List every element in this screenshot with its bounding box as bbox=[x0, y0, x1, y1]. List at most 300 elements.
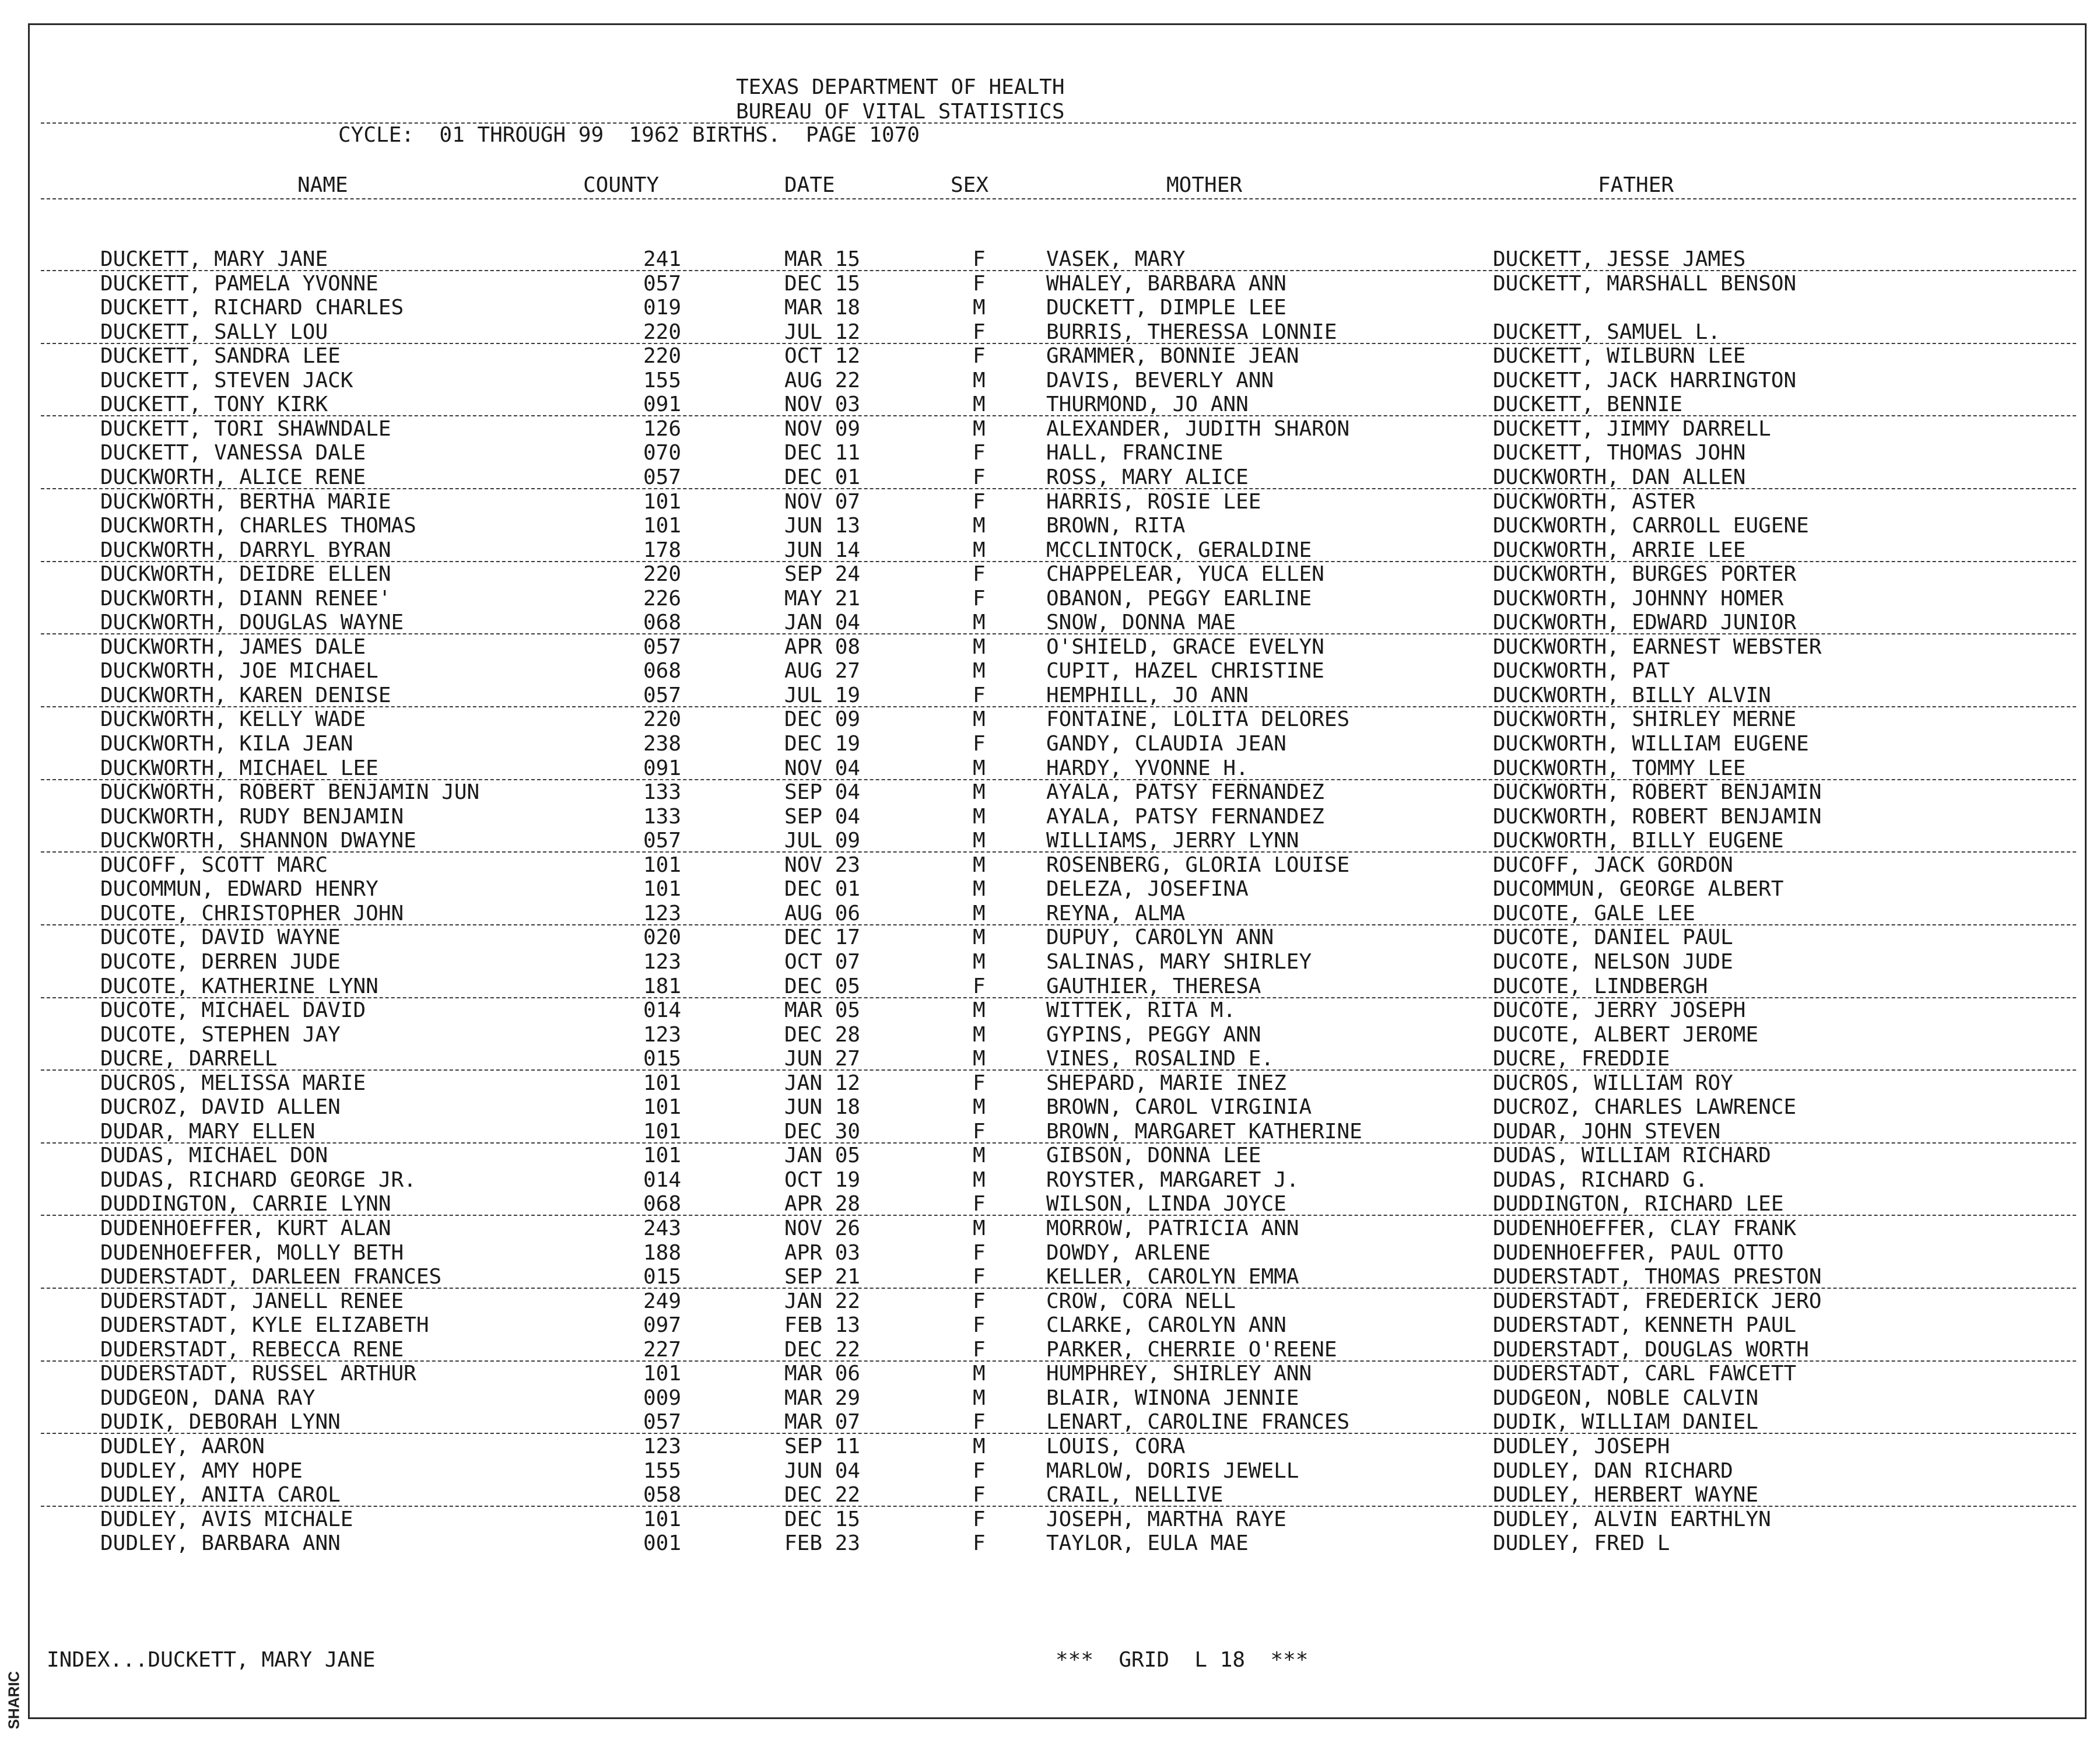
cell-sex: M bbox=[973, 1216, 986, 1240]
cell-father: DUCKWORTH, CARROLL EUGENE bbox=[1493, 514, 1809, 538]
cell-name: DUCKETT, TORI SHAWNDALE bbox=[100, 416, 391, 441]
cell-name: DUCOTE, DAVID WAYNE bbox=[100, 925, 341, 950]
table-row bbox=[0, 999, 2100, 1023]
cell-sex: M bbox=[973, 368, 986, 392]
column-header-sex: SEX bbox=[951, 173, 989, 197]
footer-index: INDEX...DUCKETT, MARY JANE bbox=[47, 1648, 376, 1672]
cell-sex: F bbox=[973, 1458, 986, 1483]
cell-father: DUDERSTADT, THOMAS PRESTON bbox=[1493, 1265, 1822, 1289]
cell-father: DUCKWORTH, ROBERT BENJAMIN bbox=[1493, 804, 1822, 829]
cell-father: DUCOTE, DANIEL PAUL bbox=[1493, 925, 1733, 950]
cell-county: 220 bbox=[643, 562, 681, 587]
cell-name: DUCKWORTH, JAMES DALE bbox=[100, 634, 366, 659]
cell-father: DUDERSTADT, KENNETH PAUL bbox=[1493, 1313, 1797, 1338]
cell-county: 133 bbox=[643, 780, 681, 805]
cell-date: AUG 22 bbox=[784, 368, 861, 392]
cell-sex: M bbox=[973, 925, 986, 950]
table-row bbox=[0, 490, 2100, 514]
cell-father: DUCKWORTH, BILLY EUGENE bbox=[1493, 829, 1784, 853]
table-row bbox=[0, 829, 2100, 853]
cell-date: DEC 28 bbox=[784, 1022, 861, 1047]
cell-mother: MCCLINTOCK, GERALDINE bbox=[1046, 538, 1312, 562]
cell-name: DUCKETT, STEVEN JACK bbox=[100, 368, 353, 392]
table-row bbox=[0, 781, 2100, 805]
cell-county: 220 bbox=[643, 707, 681, 732]
cell-sex: M bbox=[973, 804, 986, 829]
cell-sex: M bbox=[973, 538, 986, 562]
cell-name: DUDAS, MICHAEL DON bbox=[100, 1144, 328, 1168]
cell-father: DUDAR, JOHN STEVEN bbox=[1493, 1119, 1721, 1144]
cell-county: 057 bbox=[643, 683, 681, 707]
cell-county: 123 bbox=[643, 1022, 681, 1047]
cell-mother: GAUTHIER, THERESA bbox=[1046, 974, 1261, 998]
cell-county: 178 bbox=[643, 538, 681, 562]
cell-date: JUN 14 bbox=[784, 538, 861, 562]
cell-county: 101 bbox=[643, 489, 681, 514]
cell-name: DUCKETT, VANESSA DALE bbox=[100, 441, 366, 465]
cell-sex: F bbox=[973, 586, 986, 611]
cell-mother: VINES, ROSALIND E. bbox=[1046, 1047, 1274, 1071]
table-row bbox=[0, 587, 2100, 611]
cell-sex: M bbox=[973, 416, 986, 441]
cell-mother: HARDY, YVONNE H. bbox=[1046, 756, 1249, 780]
cell-sex: M bbox=[973, 877, 986, 902]
cell-mother: DUCKETT, DIMPLE LEE bbox=[1046, 296, 1286, 320]
cell-father: DUCKWORTH, ARRIE LEE bbox=[1493, 538, 1746, 562]
cell-father: DUCKETT, BENNIE bbox=[1493, 392, 1683, 417]
cell-father: DUDAS, RICHARD G. bbox=[1493, 1167, 1708, 1192]
cell-sex: M bbox=[973, 707, 986, 732]
cell-name: DUCKETT, SANDRA LEE bbox=[100, 344, 341, 369]
cell-sex: F bbox=[973, 465, 986, 489]
cell-mother: HUMPHREY, SHIRLEY ANN bbox=[1046, 1362, 1312, 1386]
table-row bbox=[0, 1193, 2100, 1216]
cell-mother: DUPUY, CAROLYN ANN bbox=[1046, 925, 1274, 950]
cell-sex: M bbox=[973, 998, 986, 1023]
cell-father: DUDLEY, JOSEPH bbox=[1493, 1434, 1670, 1458]
cell-sex: M bbox=[973, 1022, 986, 1047]
cell-sex: M bbox=[973, 1434, 986, 1458]
table-row bbox=[0, 1120, 2100, 1144]
cell-date: MAR 29 bbox=[784, 1386, 861, 1410]
cell-name: DUCKWORTH, ALICE RENE bbox=[100, 465, 366, 489]
cell-county: 009 bbox=[643, 1386, 681, 1410]
cell-sex: M bbox=[973, 1362, 986, 1386]
cell-date: FEB 23 bbox=[784, 1531, 861, 1556]
cell-sex: M bbox=[973, 514, 986, 538]
cell-mother: CLARKE, CAROLYN ANN bbox=[1046, 1313, 1286, 1338]
cell-date: JAN 12 bbox=[784, 1071, 861, 1095]
cell-sex: M bbox=[973, 1095, 986, 1120]
cell-mother: JOSEPH, MARTHA RAYE bbox=[1046, 1507, 1286, 1531]
cell-county: 097 bbox=[643, 1313, 681, 1338]
table-row bbox=[0, 1265, 2100, 1289]
table-row bbox=[0, 393, 2100, 417]
footer-grid: *** GRID L 18 *** bbox=[1056, 1648, 1309, 1672]
cell-mother: HALL, FRANCINE bbox=[1046, 441, 1223, 465]
cell-date: DEC 15 bbox=[784, 271, 861, 296]
cell-date: JUN 13 bbox=[784, 514, 861, 538]
cell-sex: M bbox=[973, 659, 986, 683]
cell-sex: F bbox=[973, 489, 986, 514]
cell-county: 058 bbox=[643, 1483, 681, 1507]
cell-father: DUDLEY, FRED L bbox=[1493, 1531, 1670, 1556]
cell-date: SEP 04 bbox=[784, 780, 861, 805]
cell-date: JAN 22 bbox=[784, 1289, 861, 1313]
cell-mother: WITTEK, RITA M. bbox=[1046, 998, 1236, 1023]
cell-mother: KELLER, CAROLYN EMMA bbox=[1046, 1265, 1299, 1289]
cell-mother: SALINAS, MARY SHIRLEY bbox=[1046, 949, 1312, 974]
table-row bbox=[0, 805, 2100, 829]
cell-county: 188 bbox=[643, 1240, 681, 1265]
cell-mother: BROWN, MARGARET KATHERINE bbox=[1046, 1119, 1362, 1144]
cell-sex: F bbox=[973, 1531, 986, 1556]
cell-name: DUCKWORTH, JOE MICHAEL bbox=[100, 659, 378, 683]
table-row bbox=[0, 926, 2100, 950]
cell-name: DUDAS, RICHARD GEORGE JR. bbox=[100, 1167, 416, 1192]
cell-county: 057 bbox=[643, 634, 681, 659]
table-row bbox=[0, 539, 2100, 563]
cell-father: DUCKWORTH, PAT bbox=[1493, 659, 1670, 683]
cell-name: DUCKETT, SALLY LOU bbox=[100, 320, 328, 344]
cell-mother: SNOW, DONNA MAE bbox=[1046, 611, 1236, 635]
cell-father: DUCKWORTH, ROBERT BENJAMIN bbox=[1493, 780, 1822, 805]
cell-name: DUCOMMUN, EDWARD HENRY bbox=[100, 877, 378, 902]
cell-name: DUDERSTADT, KYLE ELIZABETH bbox=[100, 1313, 429, 1338]
cell-name: DUDLEY, AARON bbox=[100, 1434, 265, 1458]
cell-county: 123 bbox=[643, 901, 681, 925]
cell-mother: BLAIR, WINONA JENNIE bbox=[1046, 1386, 1299, 1410]
cell-father: DUCKETT, WILBURN LEE bbox=[1493, 344, 1746, 369]
cell-mother: WILLIAMS, JERRY LYNN bbox=[1046, 829, 1299, 853]
cell-father: DUCKETT, JACK HARRINGTON bbox=[1493, 368, 1797, 392]
cell-name: DUDERSTADT, JANELL RENEE bbox=[100, 1289, 404, 1313]
cell-sex: M bbox=[973, 780, 986, 805]
cell-sex: F bbox=[973, 1337, 986, 1362]
cell-county: 155 bbox=[643, 1458, 681, 1483]
table-row bbox=[0, 1460, 2100, 1484]
cell-father: DUDENHOEFFER, CLAY FRANK bbox=[1493, 1216, 1797, 1240]
cell-date: JUL 09 bbox=[784, 829, 861, 853]
cell-county: 226 bbox=[643, 586, 681, 611]
cell-date: OCT 07 bbox=[784, 949, 861, 974]
cell-mother: MORROW, PATRICIA ANN bbox=[1046, 1216, 1299, 1240]
cell-mother: BROWN, CAROL VIRGINIA bbox=[1046, 1095, 1312, 1120]
table-row bbox=[0, 1435, 2100, 1459]
cell-date: DEC 19 bbox=[784, 732, 861, 756]
column-header-name: NAME bbox=[297, 173, 348, 197]
cell-name: DUCKWORTH, DOUGLAS WAYNE bbox=[100, 611, 404, 635]
cell-name: DUCKWORTH, DIANN RENEE' bbox=[100, 586, 391, 611]
cell-mother: CUPIT, HAZEL CHRISTINE bbox=[1046, 659, 1324, 683]
cell-name: DUDIK, DEBORAH LYNN bbox=[100, 1410, 341, 1435]
cell-county: 227 bbox=[643, 1337, 681, 1362]
cell-sex: M bbox=[973, 1386, 986, 1410]
cell-date: NOV 07 bbox=[784, 489, 861, 514]
cell-date: AUG 06 bbox=[784, 901, 861, 925]
cell-father: DUCOTE, ALBERT JEROME bbox=[1493, 1022, 1759, 1047]
cell-father: DUDERSTADT, FREDERICK JERO bbox=[1493, 1289, 1822, 1313]
cell-sex: F bbox=[973, 1240, 986, 1265]
cell-county: 057 bbox=[643, 829, 681, 853]
table-row bbox=[0, 369, 2100, 393]
cell-county: 068 bbox=[643, 659, 681, 683]
cell-name: DUCKETT, PAMELA YVONNE bbox=[100, 271, 378, 296]
cell-name: DUDAR, MARY ELLEN bbox=[100, 1119, 315, 1144]
cell-mother: WILSON, LINDA JOYCE bbox=[1046, 1192, 1286, 1216]
row-group-rule bbox=[41, 270, 2076, 271]
column-header-mother: MOTHER bbox=[1166, 173, 1243, 197]
cell-mother: VASEK, MARY bbox=[1046, 247, 1186, 271]
cell-date: FEB 13 bbox=[784, 1313, 861, 1338]
cell-date: APR 28 bbox=[784, 1192, 861, 1216]
cell-county: 101 bbox=[643, 1095, 681, 1120]
table-row bbox=[0, 1047, 2100, 1071]
cell-sex: M bbox=[973, 1047, 986, 1071]
table-row bbox=[0, 296, 2100, 320]
cell-county: 091 bbox=[643, 392, 681, 417]
cell-date: NOV 09 bbox=[784, 416, 861, 441]
cell-father: DUCRE, FREDDIE bbox=[1493, 1047, 1670, 1071]
cell-county: 126 bbox=[643, 416, 681, 441]
table-row bbox=[0, 1144, 2100, 1168]
cell-mother: ROYSTER, MARGARET J. bbox=[1046, 1167, 1299, 1192]
cell-mother: CRAIL, NELLIVE bbox=[1046, 1483, 1223, 1507]
cell-date: DEC 09 bbox=[784, 707, 861, 732]
cell-county: 101 bbox=[643, 1071, 681, 1095]
cell-county: 091 bbox=[643, 756, 681, 780]
cell-name: DUDGEON, DANA RAY bbox=[100, 1386, 315, 1410]
cell-name: DUCOTE, STEPHEN JAY bbox=[100, 1022, 341, 1047]
row-group-rule bbox=[41, 1069, 2076, 1071]
cell-father: DUDLEY, HERBERT WAYNE bbox=[1493, 1483, 1759, 1507]
cell-mother: GIBSON, DONNA LEE bbox=[1046, 1144, 1261, 1168]
cell-sex: M bbox=[973, 1167, 986, 1192]
cell-county: 101 bbox=[643, 1507, 681, 1531]
cell-name: DUDLEY, ANITA CAROL bbox=[100, 1483, 341, 1507]
table-row bbox=[0, 878, 2100, 902]
cell-date: JUN 18 bbox=[784, 1095, 861, 1120]
table-row bbox=[0, 1217, 2100, 1241]
cell-father: DUCKWORTH, ASTER bbox=[1493, 489, 1695, 514]
cell-father: DUCKWORTH, SHIRLEY MERNE bbox=[1493, 707, 1797, 732]
cell-sex: M bbox=[973, 611, 986, 635]
cell-sex: F bbox=[973, 320, 986, 344]
cell-name: DUCKWORTH, KAREN DENISE bbox=[100, 683, 391, 707]
cell-date: JUL 19 bbox=[784, 683, 861, 707]
cell-mother: FONTAINE, LOLITA DELORES bbox=[1046, 707, 1350, 732]
cell-date: JUN 27 bbox=[784, 1047, 861, 1071]
cell-mother: REYNA, ALMA bbox=[1046, 901, 1186, 925]
cell-mother: GANDY, CLAUDIA JEAN bbox=[1046, 732, 1286, 756]
cell-county: 123 bbox=[643, 949, 681, 974]
cell-mother: DOWDY, ARLENE bbox=[1046, 1240, 1211, 1265]
table-row bbox=[0, 1387, 2100, 1411]
table-row bbox=[0, 1072, 2100, 1096]
cell-mother: ROSENBERG, GLORIA LOUISE bbox=[1046, 853, 1350, 877]
cell-mother: GRAMMER, BONNIE JEAN bbox=[1046, 344, 1299, 369]
cell-sex: F bbox=[973, 732, 986, 756]
cell-sex: M bbox=[973, 392, 986, 417]
cell-county: 068 bbox=[643, 1192, 681, 1216]
cell-sex: F bbox=[973, 1192, 986, 1216]
table-row bbox=[0, 563, 2100, 587]
cell-father: DUCKETT, SAMUEL L. bbox=[1493, 320, 1721, 344]
table-row bbox=[0, 1338, 2100, 1362]
cell-county: 155 bbox=[643, 368, 681, 392]
table-row bbox=[0, 951, 2100, 974]
cell-father: DUCKETT, JESSE JAMES bbox=[1493, 247, 1746, 271]
cell-date: DEC 11 bbox=[784, 441, 861, 465]
cell-date: SEP 24 bbox=[784, 562, 861, 587]
cell-county: 057 bbox=[643, 465, 681, 489]
cell-date: JAN 05 bbox=[784, 1144, 861, 1168]
cell-date: JUL 12 bbox=[784, 320, 861, 344]
cell-mother: LOUIS, CORA bbox=[1046, 1434, 1186, 1458]
cell-date: JUN 04 bbox=[784, 1458, 861, 1483]
cell-sex: M bbox=[973, 756, 986, 780]
table-row bbox=[0, 1169, 2100, 1193]
cell-name: DUDLEY, AMY HOPE bbox=[100, 1458, 303, 1483]
cell-county: 101 bbox=[643, 514, 681, 538]
cell-date: MAR 07 bbox=[784, 1410, 861, 1435]
table-row bbox=[0, 321, 2100, 345]
cell-father: DUCKWORTH, BILLY ALVIN bbox=[1493, 683, 1771, 707]
table-row bbox=[0, 611, 2100, 635]
table-row bbox=[0, 345, 2100, 369]
cell-date: DEC 22 bbox=[784, 1483, 861, 1507]
cell-mother: BURRIS, THERESSA LONNIE bbox=[1046, 320, 1337, 344]
cell-county: 070 bbox=[643, 441, 681, 465]
cell-father: DUDLEY, ALVIN EARTHLYN bbox=[1493, 1507, 1771, 1531]
table-row bbox=[0, 248, 2100, 272]
cell-name: DUCOFF, SCOTT MARC bbox=[100, 853, 328, 877]
row-group-rule bbox=[41, 851, 2076, 853]
cell-county: 068 bbox=[643, 611, 681, 635]
cell-sex: M bbox=[973, 853, 986, 877]
cell-sex: M bbox=[973, 296, 986, 320]
cell-mother: CROW, CORA NELL bbox=[1046, 1289, 1236, 1313]
cell-sex: F bbox=[973, 1071, 986, 1095]
cell-date: DEC 15 bbox=[784, 1507, 861, 1531]
cell-father: DUCKETT, MARSHALL BENSON bbox=[1493, 271, 1797, 296]
cell-name: DUDERSTADT, RUSSEL ARTHUR bbox=[100, 1362, 416, 1386]
cell-name: DUDLEY, BARBARA ANN bbox=[100, 1531, 341, 1556]
cell-sex: F bbox=[973, 1410, 986, 1435]
cell-father: DUCKWORTH, BURGES PORTER bbox=[1493, 562, 1797, 587]
cell-date: DEC 17 bbox=[784, 925, 861, 950]
cell-county: 101 bbox=[643, 1362, 681, 1386]
cell-mother: LENART, CAROLINE FRANCES bbox=[1046, 1410, 1350, 1435]
table-row bbox=[0, 1023, 2100, 1047]
table-row bbox=[0, 902, 2100, 926]
header-cycle: CYCLE: 01 THROUGH 99 1962 BIRTHS. PAGE 1070 bbox=[338, 123, 920, 147]
cell-county: 001 bbox=[643, 1531, 681, 1556]
cell-name: DUDENHOEFFER, MOLLY BETH bbox=[100, 1240, 404, 1265]
cell-date: JAN 04 bbox=[784, 611, 861, 635]
cell-date: MAR 06 bbox=[784, 1362, 861, 1386]
side-label: SHARIC bbox=[5, 1671, 23, 1730]
cell-date: OCT 12 bbox=[784, 344, 861, 369]
cell-sex: M bbox=[973, 634, 986, 659]
table-row bbox=[0, 975, 2100, 999]
cell-father: DUCKWORTH, DAN ALLEN bbox=[1493, 465, 1746, 489]
cell-mother: TAYLOR, EULA MAE bbox=[1046, 1531, 1249, 1556]
cell-county: 220 bbox=[643, 320, 681, 344]
table-row bbox=[0, 1290, 2100, 1314]
column-header-date: DATE bbox=[784, 173, 835, 197]
row-group-rule bbox=[41, 415, 2076, 416]
cell-sex: F bbox=[973, 974, 986, 998]
cell-father: DUDIK, WILLIAM DANIEL bbox=[1493, 1410, 1759, 1435]
cell-mother: AYALA, PATSY FERNANDEZ bbox=[1046, 780, 1324, 805]
table-row bbox=[0, 684, 2100, 708]
cell-father: DUDENHOEFFER, PAUL OTTO bbox=[1493, 1240, 1784, 1265]
cell-date: OCT 19 bbox=[784, 1167, 861, 1192]
cell-father: DUDAS, WILLIAM RICHARD bbox=[1493, 1144, 1771, 1168]
cell-mother: OBANON, PEGGY EARLINE bbox=[1046, 586, 1312, 611]
cell-father: DUCOTE, JERRY JOSEPH bbox=[1493, 998, 1746, 1023]
cell-name: DUCKWORTH, DARRYL BYRAN bbox=[100, 538, 391, 562]
table-row bbox=[0, 1242, 2100, 1265]
cell-name: DUDLEY, AVIS MICHALE bbox=[100, 1507, 353, 1531]
cell-name: DUDDINGTON, CARRIE LYNN bbox=[100, 1192, 391, 1216]
table-row bbox=[0, 1096, 2100, 1120]
cell-name: DUCROS, MELISSA MARIE bbox=[100, 1071, 366, 1095]
table-row bbox=[0, 1314, 2100, 1338]
cell-father: DUDGEON, NOBLE CALVIN bbox=[1493, 1386, 1759, 1410]
cell-name: DUCKWORTH, KILA JEAN bbox=[100, 732, 353, 756]
cell-father: DUDLEY, DAN RICHARD bbox=[1493, 1458, 1733, 1483]
cell-mother: O'SHIELD, GRACE EVELYN bbox=[1046, 634, 1324, 659]
cell-father: DUCOTE, NELSON JUDE bbox=[1493, 949, 1733, 974]
cell-sex: F bbox=[973, 1119, 986, 1144]
cell-mother: AYALA, PATSY FERNANDEZ bbox=[1046, 804, 1324, 829]
cell-name: DUCKWORTH, DEIDRE ELLEN bbox=[100, 562, 391, 587]
cell-county: 014 bbox=[643, 998, 681, 1023]
cell-mother: WHALEY, BARBARA ANN bbox=[1046, 271, 1286, 296]
cell-name: DUCKWORTH, MICHAEL LEE bbox=[100, 756, 378, 780]
cell-sex: M bbox=[973, 829, 986, 853]
cell-date: NOV 04 bbox=[784, 756, 861, 780]
column-header-county: COUNTY bbox=[583, 173, 660, 197]
table-row bbox=[0, 418, 2100, 441]
cell-county: 133 bbox=[643, 804, 681, 829]
cell-date: MAR 05 bbox=[784, 998, 861, 1023]
cell-date: NOV 03 bbox=[784, 392, 861, 417]
cell-sex: F bbox=[973, 344, 986, 369]
cell-county: 243 bbox=[643, 1216, 681, 1240]
cell-county: 014 bbox=[643, 1167, 681, 1192]
cell-name: DUCRE, DARRELL bbox=[100, 1047, 278, 1071]
table-row bbox=[0, 1362, 2100, 1386]
table-row bbox=[0, 660, 2100, 683]
cell-name: DUCKWORTH, SHANNON DWAYNE bbox=[100, 829, 416, 853]
cell-name: DUDERSTADT, DARLEEN FRANCES bbox=[100, 1265, 442, 1289]
cell-county: 057 bbox=[643, 271, 681, 296]
cell-date: NOV 26 bbox=[784, 1216, 861, 1240]
cell-date: APR 08 bbox=[784, 634, 861, 659]
cell-mother: DELEZA, JOSEFINA bbox=[1046, 877, 1249, 902]
cell-date: DEC 05 bbox=[784, 974, 861, 998]
cell-name: DUCKWORTH, KELLY WADE bbox=[100, 707, 366, 732]
cell-date: DEC 01 bbox=[784, 877, 861, 902]
table-row bbox=[0, 757, 2100, 781]
cell-name: DUCROZ, DAVID ALLEN bbox=[100, 1095, 341, 1120]
cell-sex: F bbox=[973, 441, 986, 465]
cell-mother: HARRIS, ROSIE LEE bbox=[1046, 489, 1261, 514]
table-row bbox=[0, 466, 2100, 490]
